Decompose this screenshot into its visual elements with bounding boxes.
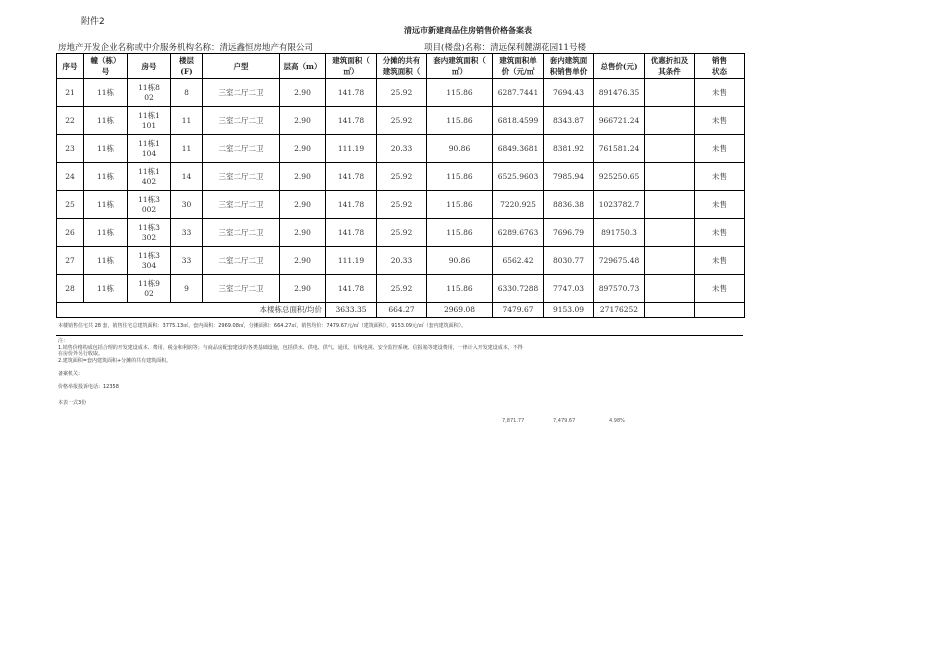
header-building: 幢（栋） 号 (84, 54, 128, 79)
row-area: 111.19 (326, 247, 377, 275)
row-area: 141.78 (326, 79, 377, 107)
row-inner-price: 7985.94 (544, 163, 594, 191)
row-building: 11栋 (84, 107, 128, 135)
row-layout: 二室二厅二卫 (203, 135, 280, 163)
row-discount (645, 107, 695, 135)
developer-name-line: 房地产开发企业名称或中介服务机构名称：清远鑫恒房地产有限公司 (58, 43, 314, 53)
row-status: 未售 (695, 163, 745, 191)
table-row (57, 107, 745, 135)
table-row (57, 163, 745, 191)
document-title: 清远市新建商品住房销售价格备案表 (404, 25, 532, 35)
row-building: 11栋 (84, 135, 128, 163)
table-header-row (57, 54, 745, 79)
row-shared: 25.92 (377, 79, 427, 107)
row-building: 11栋 (84, 219, 128, 247)
header-height: 层高（m） (280, 54, 326, 79)
row-no: 26 (57, 219, 84, 247)
row-unit-price: 6289.6763 (493, 219, 544, 247)
row-discount (645, 79, 695, 107)
summary-shared: 664.27 (377, 303, 427, 318)
row-building: 11栋 (84, 275, 128, 303)
row-inner-price: 7694.43 (544, 79, 594, 107)
row-no: 23 (57, 135, 84, 163)
row-room: 11栋902 (128, 275, 171, 303)
row-height: 2.90 (280, 275, 326, 303)
row-inner: 115.86 (427, 79, 493, 107)
row-discount (645, 219, 695, 247)
copies-line: 本表一式3份 (58, 400, 87, 406)
row-unit-price: 6287.7441 (493, 79, 544, 107)
row-total: 891476.35 (594, 79, 645, 107)
row-status: 未售 (695, 135, 745, 163)
row-unit-price: 6818.4599 (493, 107, 544, 135)
row-inner-price: 8381.92 (544, 135, 594, 163)
row-shared: 25.92 (377, 163, 427, 191)
row-building: 11栋 (84, 191, 128, 219)
row-layout: 三室二厅二卫 (203, 219, 280, 247)
row-no: 28 (57, 275, 84, 303)
row-unit-price: 6525.9603 (493, 163, 544, 191)
row-height: 2.90 (280, 135, 326, 163)
row-building: 11栋 (84, 163, 128, 191)
row-status: 未售 (695, 79, 745, 107)
row-inner: 90.86 (427, 135, 493, 163)
header-shared-area: 分摊的共有 建筑面积（ (377, 54, 427, 79)
row-inner: 115.86 (427, 163, 493, 191)
row-area: 141.78 (326, 219, 377, 247)
row-unit-price: 7220.925 (493, 191, 544, 219)
row-area: 111.19 (326, 135, 377, 163)
row-status: 未售 (695, 275, 745, 303)
header-layout: 户型 (203, 54, 280, 79)
table-row (57, 247, 745, 275)
table-row (57, 191, 745, 219)
row-room: 11栋3304 (128, 247, 171, 275)
row-no: 24 (57, 163, 84, 191)
summary-footnote: 本楼销售住宅共 28 套，销售住宅总建筑面积：3775.13㎡，套内面积：2969.08㎡，分摊面积：664.27㎡，销售均价：7479.67元/㎡（建筑面积），9153.09元/㎡（套内建筑面积）。 (58, 323, 467, 329)
row-inner-price: 7696.79 (544, 219, 594, 247)
row-discount (645, 163, 695, 191)
row-total: 761581.24 (594, 135, 645, 163)
row-room: 11栋1402 (128, 163, 171, 191)
row-area: 141.78 (326, 275, 377, 303)
row-inner-price: 7747.03 (544, 275, 594, 303)
row-status: 未售 (695, 191, 745, 219)
row-no: 27 (57, 247, 84, 275)
stat-value: 7,871.77 (502, 418, 525, 424)
header-room: 房号 (128, 54, 171, 79)
row-no: 22 (57, 107, 84, 135)
row-shared: 25.92 (377, 191, 427, 219)
table-row (57, 275, 745, 303)
row-shared: 20.33 (377, 247, 427, 275)
row-inner: 115.86 (427, 107, 493, 135)
row-discount (645, 275, 695, 303)
summary-unit-price: 7479.67 (493, 303, 544, 318)
row-height: 2.90 (280, 191, 326, 219)
row-floor: 11 (171, 107, 203, 135)
header-area: 建筑面积（ ㎡） (326, 54, 377, 79)
row-area: 141.78 (326, 163, 377, 191)
row-total: 897570.73 (594, 275, 645, 303)
stat-value: 7,479.67 (553, 418, 576, 424)
header-discount: 优惠折扣及 其条件 (645, 54, 695, 79)
row-inner: 115.86 (427, 275, 493, 303)
row-layout: 三室二厅二卫 (203, 163, 280, 191)
row-room: 11栋1104 (128, 135, 171, 163)
row-discount (645, 247, 695, 275)
row-inner-price: 8343.87 (544, 107, 594, 135)
row-floor: 11 (171, 135, 203, 163)
table-row (57, 219, 745, 247)
row-inner: 115.86 (427, 219, 493, 247)
row-building: 11栋 (84, 247, 128, 275)
row-total: 891750.3 (594, 219, 645, 247)
table-row (57, 79, 745, 107)
row-layout: 二室二厅二卫 (203, 247, 280, 275)
row-floor: 14 (171, 163, 203, 191)
row-room: 11栋3302 (128, 219, 171, 247)
note-line: 1.销售价格构成包括合理的开发建设成本、费用、税金和利润等；与商品房配套建设的各类基础设施，包括供水、供电、供气、通讯、有线电视、安全监控系统、信报箱等建设费用，一律计入开发建设成本，不得 (58, 345, 523, 351)
row-shared: 20.33 (377, 135, 427, 163)
row-height: 2.90 (280, 163, 326, 191)
row-height: 2.90 (280, 79, 326, 107)
row-area: 141.78 (326, 191, 377, 219)
row-layout: 三室二厅二卫 (203, 107, 280, 135)
row-floor: 30 (171, 191, 203, 219)
note-line: 2.建筑面积=套内建筑面积+分摊的共有建筑面积。 (58, 358, 172, 364)
row-discount (645, 135, 695, 163)
row-building: 11栋 (84, 79, 128, 107)
price-record-table (56, 53, 745, 318)
row-status: 未售 (695, 247, 745, 275)
row-area: 141.78 (326, 107, 377, 135)
header-status: 销售 状态 (695, 54, 745, 79)
row-total: 966721.24 (594, 107, 645, 135)
registry-label: 备案机关： (58, 371, 84, 377)
row-unit-price: 6562.42 (493, 247, 544, 275)
row-inner: 115.86 (427, 191, 493, 219)
row-height: 2.90 (280, 247, 326, 275)
row-status: 未售 (695, 219, 745, 247)
notes-heading: 注： (58, 338, 69, 344)
row-floor: 9 (171, 275, 203, 303)
row-layout: 三室二厅二卫 (203, 191, 280, 219)
project-name-line: 项目(楼盘)名称：清远保利麓湖花园11号楼 (424, 43, 586, 53)
summary-label: 本楼栋总面积/均价 (57, 303, 326, 318)
header-no: 序号 (57, 54, 84, 79)
row-shared: 25.92 (377, 219, 427, 247)
header-floor: 楼层 (F) (171, 54, 203, 79)
row-shared: 25.92 (377, 107, 427, 135)
row-inner-price: 8836.38 (544, 191, 594, 219)
row-status: 未售 (695, 107, 745, 135)
row-floor: 33 (171, 247, 203, 275)
header-inner-unit-price: 套内建筑面 积销售单价 (544, 54, 594, 79)
row-height: 2.90 (280, 107, 326, 135)
row-layout: 三室二厅二卫 (203, 275, 280, 303)
attachment-label: 附件2 (81, 17, 105, 27)
summary-total: 27176252 (594, 303, 645, 318)
row-shared: 25.92 (377, 275, 427, 303)
complaint-phone-line: 价格举报投诉电话：12358 (58, 384, 119, 390)
note-line: 在房价外另行收取。 (58, 351, 104, 357)
header-total-price: 总售价(元) (594, 54, 645, 79)
row-total: 1023782.7 (594, 191, 645, 219)
row-floor: 33 (171, 219, 203, 247)
summary-area: 3633.35 (326, 303, 377, 318)
summary-inner-price: 9153.09 (544, 303, 594, 318)
row-inner: 90.86 (427, 247, 493, 275)
row-unit-price: 6330.7288 (493, 275, 544, 303)
row-no: 21 (57, 79, 84, 107)
row-total: 925250.65 (594, 163, 645, 191)
row-no: 25 (57, 191, 84, 219)
summary-inner: 2969.08 (427, 303, 493, 318)
header-inner-area: 套内建筑面积（ ㎡） (427, 54, 493, 79)
row-room: 11栋802 (128, 79, 171, 107)
row-room: 11栋1101 (128, 107, 171, 135)
header-unit-price: 建筑面积单 价（元/㎡ (493, 54, 544, 79)
row-room: 11栋3002 (128, 191, 171, 219)
row-discount (645, 191, 695, 219)
row-floor: 8 (171, 79, 203, 107)
stat-value: 4.98% (609, 418, 625, 424)
row-total: 729675.48 (594, 247, 645, 275)
table-row (57, 135, 745, 163)
row-height: 2.90 (280, 219, 326, 247)
row-layout: 三室二厅二卫 (203, 79, 280, 107)
row-unit-price: 6849.3681 (493, 135, 544, 163)
row-inner-price: 8030.77 (544, 247, 594, 275)
